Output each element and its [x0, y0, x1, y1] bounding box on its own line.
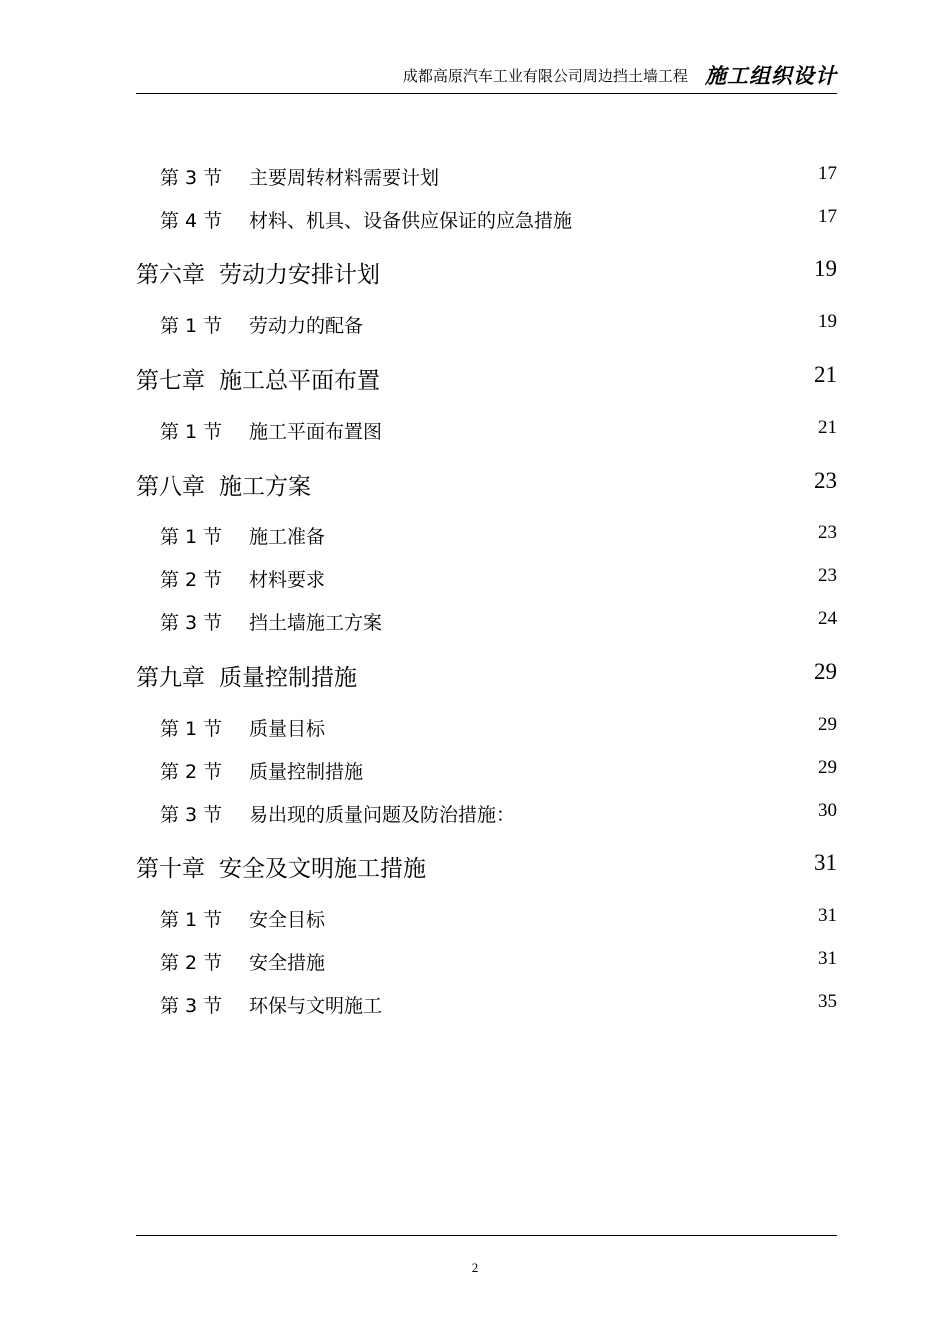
toc-chapter-number: 第八章: [136, 474, 205, 500]
toc-entry-page: 31: [818, 905, 837, 926]
toc-entry-number: 第 3 节: [160, 804, 223, 826]
toc-entry-number: 第 1 节: [160, 315, 223, 337]
footer-divider: [136, 1235, 837, 1236]
toc-entry-title: 施工平面布置图: [249, 421, 383, 443]
toc-entry-title: 质量控制措施: [249, 761, 364, 783]
toc-entry-title: 施工准备: [249, 526, 326, 548]
toc-entry-page: 29: [818, 757, 837, 778]
page-header: [136, 60, 837, 94]
toc-entry-title: 材料、机具、设备供应保证的应急措施: [249, 210, 573, 232]
header-company: 成都高原汽车工业有限公司周边挡土墙工程: [402, 67, 688, 85]
toc-chapter-title: 质量控制措施: [219, 665, 357, 691]
toc-chapter-title: 施工方案: [219, 474, 311, 500]
toc-entry-number: 第 1 节: [160, 421, 223, 443]
toc-entry-number: 第 4 节: [160, 210, 223, 232]
toc-entry-number: 第 3 节: [160, 167, 223, 189]
toc-entry-number: 第 1 节: [160, 909, 223, 931]
toc-chapter-number: 第九章: [136, 665, 205, 691]
toc-entry-number: 第 2 节: [160, 952, 223, 974]
toc-entry-page: 30: [818, 800, 837, 821]
toc-entry-title: 安全目标: [249, 909, 326, 931]
toc-entry-page: 19: [818, 311, 837, 332]
toc-chapter-title: 施工总平面布置: [219, 368, 380, 394]
toc-chapter-page: 31: [814, 850, 837, 875]
page-number: 2: [471, 1260, 479, 1275]
toc-entry-page: 21: [818, 417, 837, 438]
toc-chapter-title: 劳动力安排计划: [219, 262, 380, 288]
toc-entry-page: 17: [818, 206, 837, 227]
toc-entry-number: 第 1 节: [160, 526, 223, 548]
toc-entry-title: 挡土墙施工方案: [249, 612, 383, 634]
toc-entry-page: 23: [818, 522, 837, 543]
toc-entry-number: 第 2 节: [160, 569, 223, 591]
toc-chapter-page: 29: [814, 659, 837, 684]
toc-entry-number: 第 3 节: [160, 995, 223, 1017]
toc-entry-title: 安全措施: [249, 952, 326, 974]
toc-chapter-number: 第六章: [136, 262, 205, 288]
toc-entry-title: 主要周转材料需要计划: [249, 167, 440, 189]
toc-entry-number: 第 2 节: [160, 761, 223, 783]
toc-entry-page: 23: [818, 565, 837, 586]
toc-chapter-title: 安全及文明施工措施: [219, 856, 426, 882]
toc-entry-title: 质量目标: [249, 718, 326, 740]
toc-entry-number: 第 1 节: [160, 718, 223, 740]
toc-entry-title: 材料要求: [249, 569, 326, 591]
toc-chapter-page: 23: [814, 468, 837, 493]
toc-chapter-page: 19: [814, 256, 837, 281]
header-doc-type: 施工组织设计: [705, 64, 837, 88]
toc-chapter-page: 21: [814, 362, 837, 387]
toc-chapter-number: 第十章: [136, 856, 205, 882]
toc-entry-title: 劳动力的配备: [249, 315, 364, 337]
toc-chapter-number: 第七章: [136, 368, 205, 394]
toc-entry-title: 易出现的质量问题及防治措施：: [249, 804, 516, 826]
toc-entry-page: 29: [818, 714, 837, 735]
toc-entry-page: 35: [818, 991, 837, 1012]
toc-entry-page: 24: [818, 608, 837, 629]
toc-entry-page: 31: [818, 948, 837, 969]
toc-entry-page: 17: [818, 163, 837, 184]
toc-entry-title: 环保与文明施工: [249, 995, 383, 1017]
toc-entry-number: 第 3 节: [160, 612, 223, 634]
